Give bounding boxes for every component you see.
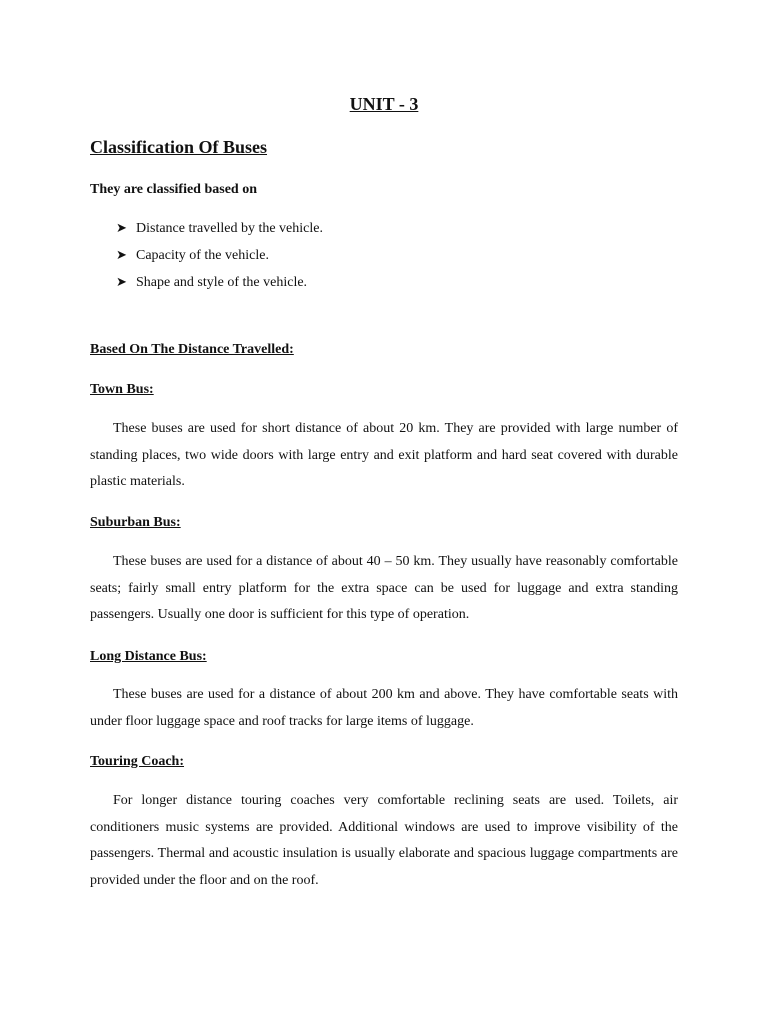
arrowhead-bullet-icon: ➤ — [116, 275, 127, 290]
section-heading-long-distance-bus: Long Distance Bus: — [90, 649, 207, 664]
arrowhead-bullet-icon: ➤ — [116, 248, 127, 263]
section-heading-suburban-bus: Suburban Bus: — [90, 515, 181, 530]
section-body-town-bus: These buses are used for short distance of about 20 km. They are provided with large number of standing places, two wide doors with large entry and exit platform and hard seat covered with durable plastic materials. — [90, 421, 678, 489]
section-body-long-distance-bus: These buses are used for a distance of about 200 km and above. They have comfortable seats with under floor luggage space and roof tracks for large items of luggage. — [90, 687, 678, 729]
list-item-text: Shape and style of the vehicle. — [136, 275, 308, 290]
list-item — [116, 219, 323, 246]
list-item-text: Capacity of the vehicle. — [136, 248, 269, 263]
list-item — [116, 246, 323, 273]
list-item-text: Distance travelled by the vehicle. — [136, 221, 323, 236]
group-heading: Based On The Distance Travelled: — [90, 342, 294, 357]
list-item — [116, 273, 323, 300]
main-heading: Classification Of Buses — [90, 137, 268, 157]
section-heading-town-bus: Town Bus: — [90, 382, 154, 397]
unit-title: UNIT - 3 — [349, 94, 419, 114]
section-body-suburban-bus: These buses are used for a distance of about 40 – 50 km. They usually have reasonably comfortable seats; fairly small entry platform for the extra space can be used for luggage and extra standing passengers. Usually one door is sufficient for this type of operation. — [90, 554, 678, 622]
intro-text: They are classified based on — [90, 182, 257, 197]
arrowhead-bullet-icon: ➤ — [116, 221, 127, 236]
section-heading-touring-coach: Touring Coach: — [90, 754, 185, 769]
classification-bullet-list — [116, 219, 323, 300]
section-body-touring-coach: For longer distance touring coaches very comfortable reclining seats are used. Toilets, air conditioners music systems are provided. Additional windows are used to improve visibility of the passengers. Thermal and acoustic insulation is usually elaborate and spacious luggage compartments are provided under the floor and on the roof. — [90, 793, 678, 888]
